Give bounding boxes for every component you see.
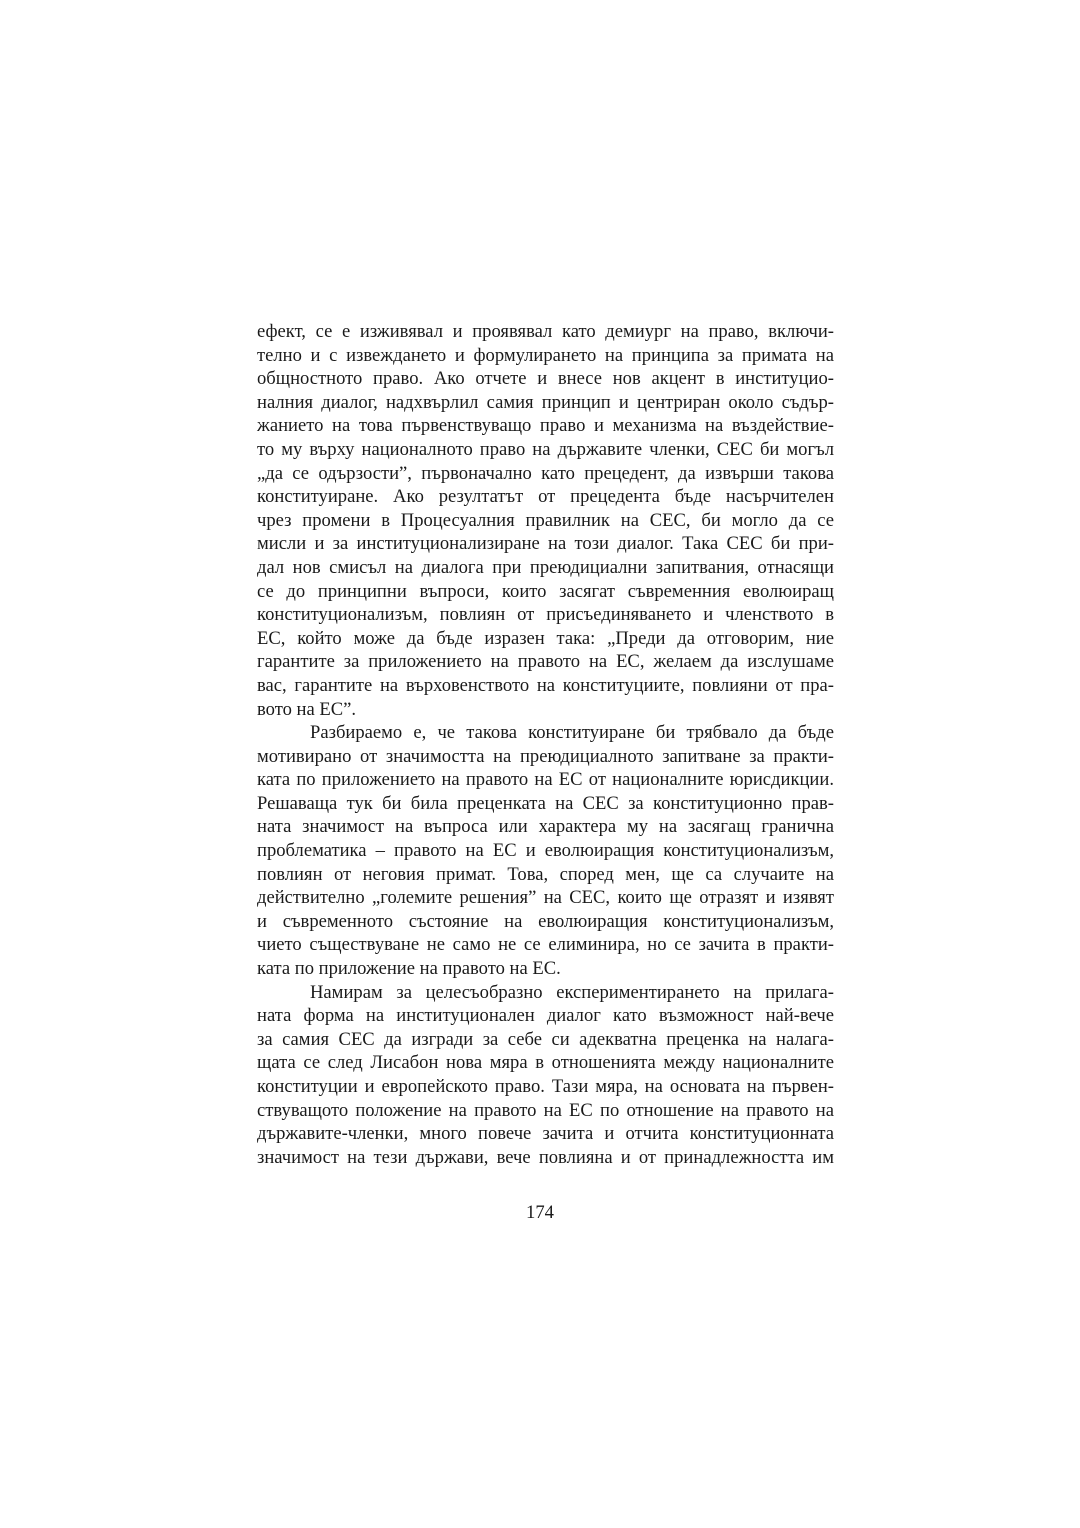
text-line: вас, гарантите на върховенството на конституциите, повлияни от пра- [257, 674, 834, 696]
text-line: се до принципни въпроси, които засягат съвременния еволюиращ [257, 580, 834, 602]
text-line: държавите-членки, много повече зачита и отчита конституционната [257, 1123, 834, 1145]
text-line: проблематика – правото на ЕС и еволюиращия конституционализъм, [257, 840, 834, 862]
text-line: ствуващото положение на правото на ЕС по отношение на правото на [257, 1099, 834, 1121]
text-line: Решаваща тук би била преценката на СЕС за конституционно прав- [257, 792, 834, 814]
text-line: жанието на това първенствуващо право и механизма на въздействие- [257, 415, 834, 437]
text-line: действително „големите решения” на СЕС, които ще отразят и изявят [257, 887, 834, 909]
text-line: „да се одързости”, първоначално като прецедент, да извърши такова [257, 462, 834, 484]
text-line: Намирам за целесъобразно експериментирането на прилага- [310, 981, 834, 1003]
text-line: ефект, се е изживявал и проявявал като демиург на право, включи- [257, 321, 834, 342]
text-line: щата се след Лисабон нова мяра в отношенията между националните [257, 1052, 834, 1074]
text-line: гарантите за приложението на правото на ЕС, желаем да изслушаме [257, 651, 834, 673]
text-line: дал нов смисъл на диалога при преюдициални запитвания, отнасящи [257, 556, 834, 578]
text-line: за самия СЕС да изгради за себе си адекватна преценка на налага- [257, 1028, 834, 1050]
text-line: ната значимост на въпроса или характера му на засягащ гранична [257, 816, 834, 838]
body-text [257, 320, 834, 1169]
text-line: конституционализъм, повлиян от присъединяването и членството в [257, 604, 834, 626]
text-line: мотивирано от значимостта на преюдициалното запитване за практи- [257, 745, 834, 767]
text-line: налния диалог, надхвърлил самия принцип и центриран около съдър- [257, 391, 834, 413]
text-line: чието съществуване не само не се елиминира, но се зачита в практи- [257, 934, 834, 956]
text-line: общностното право. Ако отчете и внесе нов акцент в институцио- [257, 368, 834, 390]
text-line: повлиян от неговия примат. Това, според мен, ще са случаите на [257, 863, 834, 885]
page-number: 174 [526, 1202, 554, 1223]
text-line: ната форма на институционален диалог като възможност най-вече [257, 1005, 834, 1027]
text-line: чрез промени в Процесуалния правилник на СЕС, би могло да се [257, 509, 834, 531]
paragraph [257, 320, 834, 721]
text-line: конституиране. Ако резултатът от прецедента бъде насърчителен [257, 486, 834, 508]
text-line: то му върху националното право на държавите членки, СЕС би могъл [257, 438, 834, 460]
paragraph [257, 981, 834, 1170]
text-line: Разбираемо е, че такова конституиране би трябвало да бъде [310, 722, 834, 744]
text-line: и съвременното състояние на еволюиращия конституционализъм, [257, 910, 834, 932]
text-line: ЕС, който може да бъде изразен така: „Преди да отговорим, ние [257, 627, 834, 649]
text-line: ката по приложение на правото на ЕС. [257, 958, 561, 980]
text-line: значимост на тези държави, вече повлияна и от принадлежността им [257, 1146, 834, 1168]
paragraph [257, 721, 834, 981]
text-line: мисли и за институционализиране на този диалог. Така СЕС би при- [257, 533, 834, 555]
text-line: ката по приложението на правото на ЕС от националните юрисдикции. [257, 769, 834, 791]
text-line: вото на ЕС”. [257, 698, 357, 720]
text-line: телно и с извеждането и формулирането на принципа за примата на [257, 344, 834, 366]
text-line: конституции и европейското право. Тази мяра, на основата на първен- [257, 1076, 834, 1097]
